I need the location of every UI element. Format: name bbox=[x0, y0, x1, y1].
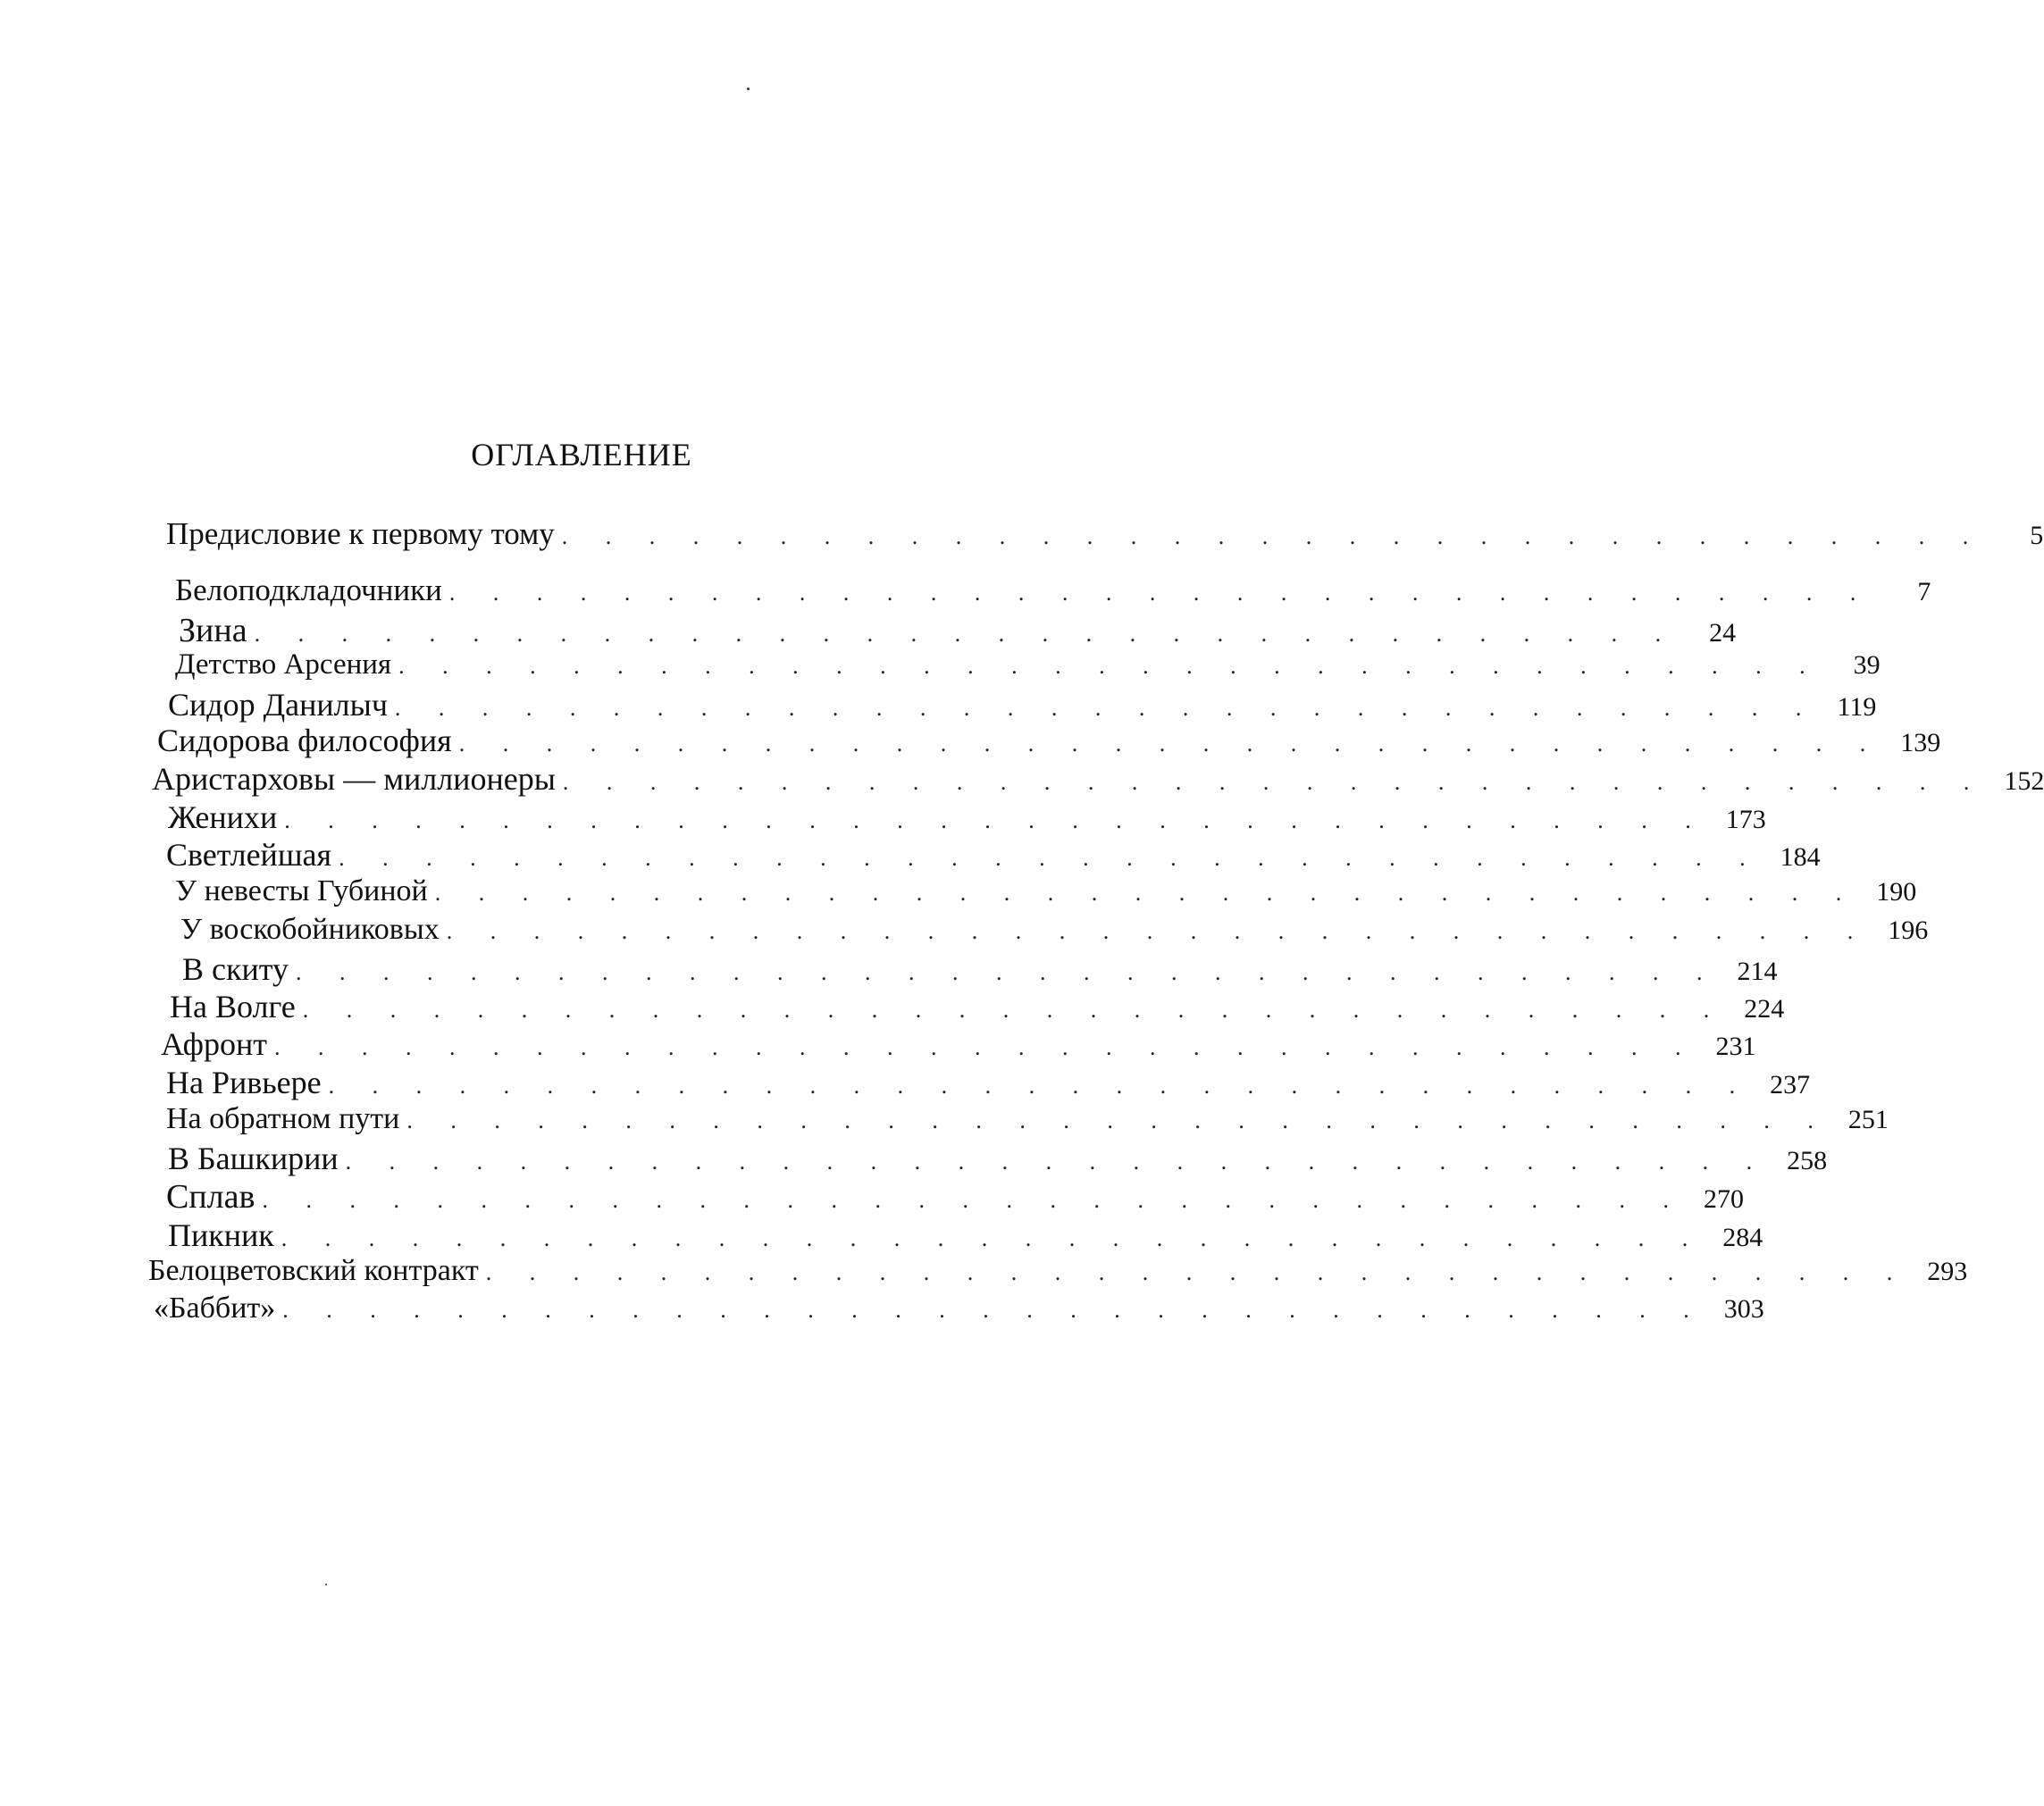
toc-dot-leader: . . . . . . . . . . . . . . . . . . . . . . . . . . . . . . . . . bbox=[446, 918, 1870, 944]
toc-entry-page-number: 293 bbox=[1927, 1257, 1968, 1286]
toc-entry bbox=[152, 760, 2044, 799]
toc-entry-title: Сплав bbox=[166, 1178, 256, 1216]
toc-entry-page-number: 237 bbox=[1770, 1070, 1811, 1099]
toc-dot-leader: . . . . . . . . . . . . . . . . . . . . . . . . . . . . . . . . . bbox=[273, 1034, 1697, 1060]
toc-entry-title: Афронт bbox=[161, 1026, 267, 1062]
toc-entry-title: В Башкирии bbox=[168, 1141, 339, 1176]
toc-dot-leader: . . . . . . . . . . . . . . . . . . . . . . . . . . . . . . . . . bbox=[281, 1225, 1705, 1251]
toc-entry-page-number: 214 bbox=[1737, 957, 1778, 986]
toc-entry bbox=[166, 836, 1821, 875]
toc-entry-page-number: 190 bbox=[1876, 877, 1917, 907]
toc-dot-leader: . . . . . . . . . . . . . . . . . . . . . . . . . . . . . . . . . bbox=[284, 807, 1707, 833]
toc-entry-page-number: 303 bbox=[1723, 1294, 1764, 1324]
toc-entry-page-number: 184 bbox=[1780, 842, 1821, 872]
toc-dot-leader: . . . . . . . . . . . . . . . . . . . . . . . . . . . . . . . . . bbox=[406, 1108, 1830, 1133]
toc-entry-page-number: 196 bbox=[1888, 916, 1929, 945]
toc-dot-leader: . . . . . . . . . . . . . . . . . . . . . . . . . . . . . . . . . bbox=[345, 1149, 1769, 1175]
toc-entry-title: На обратном пути bbox=[166, 1102, 400, 1135]
toc-entry bbox=[168, 1140, 1828, 1179]
toc-entry bbox=[175, 573, 1931, 612]
toc-entry bbox=[168, 1217, 1763, 1256]
toc-entry bbox=[166, 516, 2044, 556]
toc-entry-page-number: 5 bbox=[2030, 521, 2044, 550]
toc-entry-title: Светлейшая bbox=[166, 837, 332, 873]
toc-dot-leader: . . . . . . . . . . . . . . . . . . . . . . . . . . . . . . . . . bbox=[282, 1297, 1705, 1323]
toc-dot-leader: . . . . . . . . . . . . . . . . . . . . . . . . . . . . . . . . . bbox=[561, 523, 1985, 549]
toc-entry-page-number: 251 bbox=[1847, 1105, 1889, 1134]
toc-entry bbox=[179, 611, 1737, 650]
toc-entry-title: Аристарховы — миллионеры bbox=[152, 761, 556, 797]
toc-entry-page-number: 139 bbox=[1900, 728, 1941, 757]
toc-entry bbox=[175, 874, 1917, 914]
toc-entry bbox=[161, 1025, 1756, 1065]
toc-dot-leader: . . . . . . . . . . . . . . . . . . . . . . . . . . . . . . . . . bbox=[254, 621, 1678, 647]
toc-entry-page-number: 173 bbox=[1725, 805, 1766, 834]
toc-dot-leader: . . . . . . . . . . . . . . . . . . . . . . . . . . . . . . . . . bbox=[485, 1259, 1909, 1285]
toc-entry bbox=[154, 1292, 1764, 1331]
toc-entry-page-number: 224 bbox=[1744, 994, 1785, 1024]
toc-dot-leader: . . . . . . . . . . . . . . . . . . . . . . . . . . . . . . . . . bbox=[302, 997, 1726, 1023]
toc-entry-page-number: 258 bbox=[1787, 1146, 1828, 1175]
toc-entry bbox=[166, 1177, 1744, 1217]
toc-dot-leader: . . . . . . . . . . . . . . . . . . . . . . . . . . . . . . . . . bbox=[398, 653, 1822, 679]
toc-entry-title: Сидор Данилыч bbox=[168, 687, 388, 723]
toc-entry bbox=[166, 1102, 1889, 1141]
toc-entry-title: Белоцветовский контракт bbox=[148, 1254, 479, 1287]
toc-entry bbox=[170, 988, 1785, 1027]
toc-dot-leader: . . . . . . . . . . . . . . . . . . . . . . . . . . . . . . . . . bbox=[339, 845, 1762, 871]
toc-entry-page-number: 24 bbox=[1709, 618, 1737, 648]
toc-entry-title: У воскобойниковых bbox=[180, 913, 440, 946]
toc-dot-leader: . . . . . . . . . . . . . . . . . . . . . . . . . . . . . . . . . bbox=[458, 731, 1882, 757]
toc-entry-title: Предисловие к первому тому bbox=[166, 516, 555, 551]
toc-entry bbox=[168, 686, 1877, 725]
toc-dot-leader: . . . . . . . . . . . . . . . . . . . . . . . . . . . . . . . . . bbox=[328, 1073, 1752, 1099]
toc-entry-page-number: 39 bbox=[1853, 650, 1881, 680]
toc-entry-page-number: 119 bbox=[1837, 692, 1877, 722]
toc-entry-page-number: 7 bbox=[1917, 577, 1931, 606]
toc-entry-title: В скиту bbox=[182, 951, 289, 987]
toc-entry-title: На Волге bbox=[170, 989, 296, 1024]
toc-dot-leader: . . . . . . . . . . . . . . . . . . . . . . . . . . . . . . . . . bbox=[448, 580, 1872, 606]
toc-entry bbox=[175, 648, 1881, 688]
toc-entry-title: Белоподкладочники bbox=[175, 573, 442, 607]
toc-entry-page-number: 270 bbox=[1703, 1184, 1744, 1214]
toc-entry-page-number: 152 bbox=[2004, 766, 2044, 796]
toc-entry bbox=[168, 798, 1766, 838]
toc-entry bbox=[166, 1064, 1811, 1103]
toc-entry-title: Сидорова философия bbox=[157, 723, 452, 758]
toc-entry-page-number: 231 bbox=[1715, 1032, 1756, 1061]
toc-dot-leader: . . . . . . . . . . . . . . . . . . . . . . . . . . . . . . . . . bbox=[434, 880, 1858, 906]
toc-entry bbox=[180, 913, 1929, 952]
toc-entry-title: У невесты Губиной bbox=[175, 874, 428, 907]
toc-entry-title: «Баббит» bbox=[154, 1292, 276, 1325]
toc-entry bbox=[182, 950, 1778, 990]
toc-dot-leader: . . . . . . . . . . . . . . . . . . . . . . . . . . . . . . . . . bbox=[394, 695, 1818, 721]
toc-heading: ОГЛАВЛЕНИЕ bbox=[471, 437, 692, 472]
toc-entry bbox=[148, 1254, 1968, 1293]
toc-dot-leader: . . . . . . . . . . . . . . . . . . . . . . . . . . . . . . . . . bbox=[262, 1187, 1685, 1213]
toc-entry-title: На Ривьере bbox=[166, 1065, 322, 1100]
toc-entry-title: Зина bbox=[179, 612, 247, 649]
toc-entry bbox=[157, 722, 1941, 761]
toc-dot-leader: . . . . . . . . . . . . . . . . . . . . . . . . . . . . . . . . . bbox=[296, 959, 1719, 985]
toc-dot-leader: . . . . . . . . . . . . . . . . . . . . . . . . . . . . . . . . . bbox=[562, 769, 1986, 795]
toc-entry-title: Детство Арсения bbox=[175, 648, 392, 681]
toc-entry-title: Женихи bbox=[168, 799, 278, 835]
toc-entry-title: Пикник bbox=[168, 1217, 274, 1253]
toc-entry-page-number: 284 bbox=[1722, 1223, 1763, 1252]
